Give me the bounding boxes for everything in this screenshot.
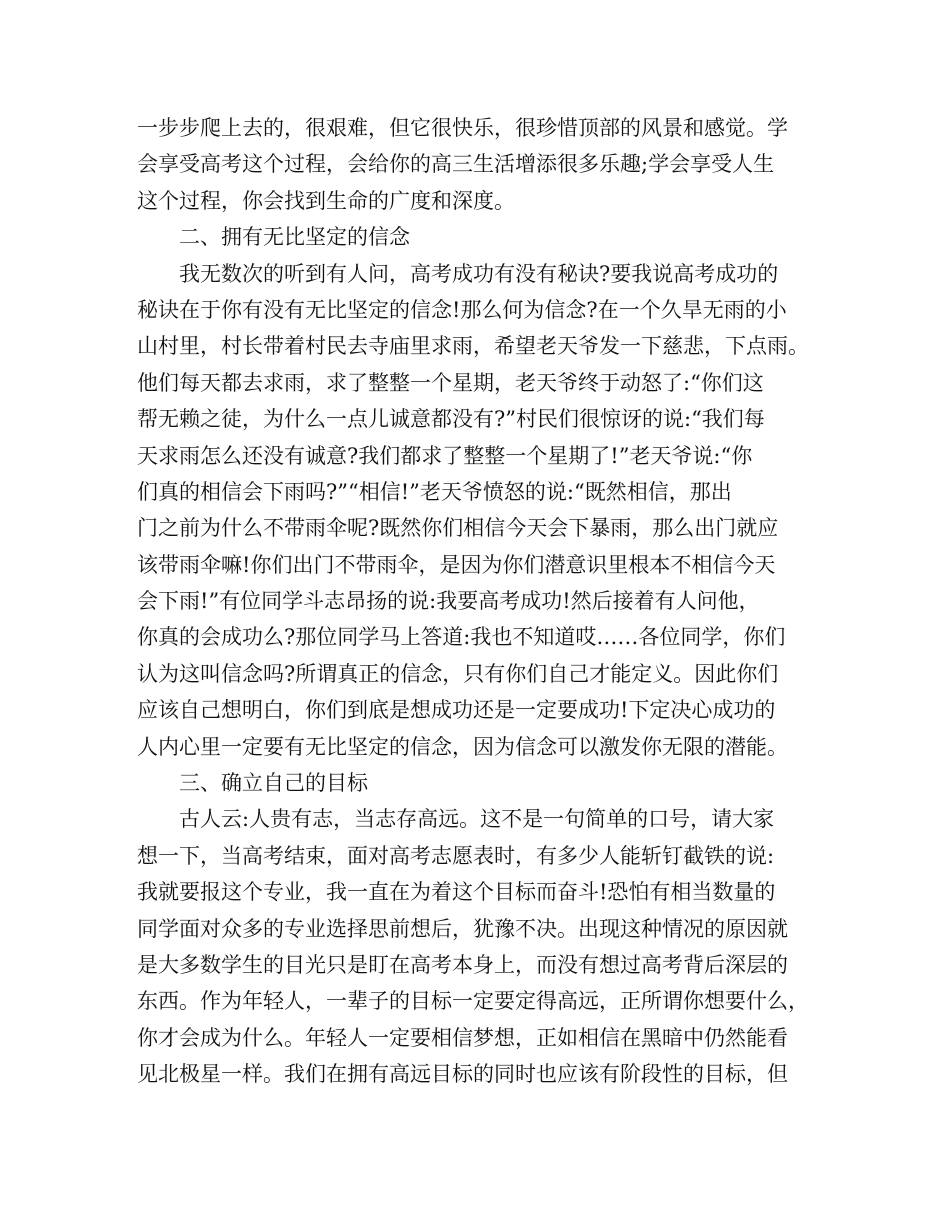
text-line: 是大多数学生的目光只是盯在高考本身上，而没有想过高考背后深层的 [137,952,788,977]
text-line: 你真的会成功么?那位同学马上答道:我也不知道哎……各位同学，你们 [137,625,786,650]
text-line: 们真的相信会下雨吗?”“相信!”老天爷愤怒的说:“既然相信，那出 [137,479,732,504]
text-line: 帮无赖之徒，为什么一点儿诚意都没有?”村民们很惊讶的说:“我们每 [137,407,765,432]
text-line: 秘诀在于你有没有无比坚定的信念!那么何为信念?在一个久旱无雨的小 [137,297,787,322]
text-line: 认为这叫信念吗?所谓真正的信念，只有你们自己才能定义。因此你们 [137,661,779,686]
text-line: 会下雨!”有位同学斗志昂扬的说:我要高考成功!然后接着有人问他， [137,589,760,614]
text-line: 东西。作为年轻人，一辈子的目标一定要定得高远，正所谓你想要什么， [137,989,809,1014]
text-line: 会享受高考这个过程，会给你的高三生活增添很多乐趣;学会享受人生 [137,152,775,177]
text-line: 人内心里一定要有无比坚定的信念，因为信念可以激发你无限的潜能。 [137,734,788,759]
text-line: 应该自己想明白，你们到底是想成功还是一定要成功!下定决心成功的 [137,698,776,723]
text-line: 古人云:人贵有志，当志存高远。这不是一句简单的口号，请大家 [179,807,775,832]
text-line: 想一下，当高考结束，面对高考志愿表时，有多少人能斩钉截铁的说: [137,843,775,868]
text-line: 一步步爬上去的，很艰难，但它很快乐，很珍惜顶部的风景和感觉。学 [137,116,788,140]
text-line: 我就要报这个专业，我一直在为着这个目标而奋斗!恐怕有相当数量的 [137,880,776,905]
text-line: 三、确立自己的目标 [179,771,368,796]
text-line: 同学面对众多的专业选择思前想后，犹豫不决。出现这种情况的原因就 [137,916,788,941]
text-line: 山村里，村长带着村民去寺庙里求雨，希望老天爷发一下慈悲，下点雨。 [137,334,809,359]
text-line: 你才会成为什么。年轻人一定要相信梦想，正如相信在黑暗中仍然能看 [137,1025,788,1050]
text-line: 该带雨伞嘛!你们出门不带雨伞，是因为你们潜意识里根本不相信今天 [137,552,776,577]
text-line: 天求雨怎么还没有诚意?我们都求了整整一个星期了!”老天爷说:“你 [137,443,753,468]
body-text [137,110,827,1093]
text-line: 他们每天都去求雨，求了整整一个星期，老天爷终于动怒了:“你们这 [137,370,764,395]
text-line: 我无数次的听到有人问，高考成功有没有秘诀?要我说高考成功的 [179,261,779,286]
text-line: 见北极星一样。我们在拥有高远目标的同时也应该有阶段性的目标，但 [137,1062,788,1087]
text-line: 这个过程，你会找到生命的广度和深度。 [137,188,515,213]
text-line: 门之前为什么不带雨伞呢?既然你们相信今天会下暴雨，那么出门就应 [137,516,779,541]
text-line: 二、拥有无比坚定的信念 [179,225,410,250]
